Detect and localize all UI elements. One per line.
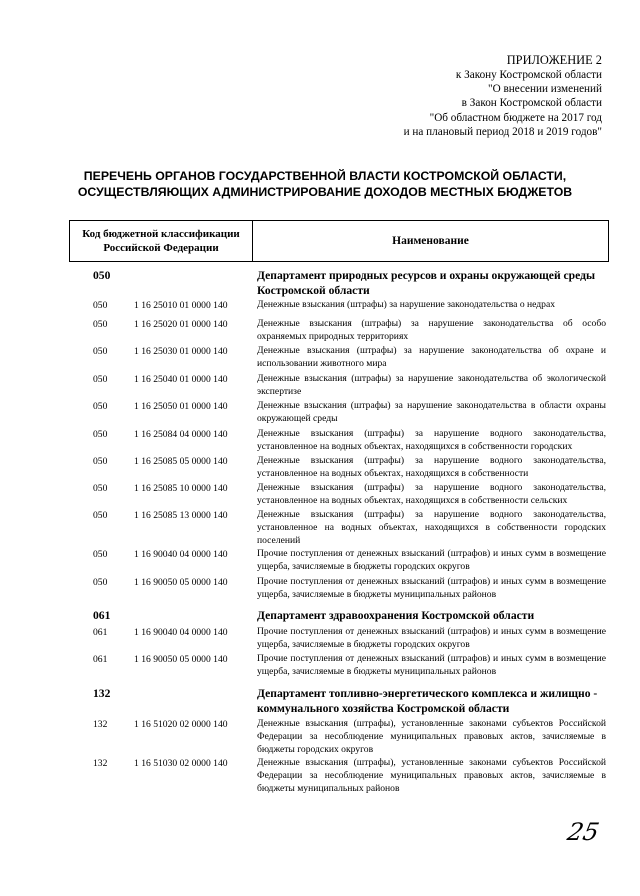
revenue-description: Денежные взыскания (штрафы) за нарушение законодательства в области охраны окружающей среды [257,400,606,424]
admin-code: 050 [93,401,108,412]
admin-code: 050 [93,346,108,357]
revenue-description: Денежные взыскания (штрафы) за нарушение законодательства об охране и использовании животного мира [257,345,606,369]
admin-code: 050 [93,300,108,311]
budget-code: 1 16 90050 05 0000 140 [134,577,228,588]
admin-code: 050 [93,510,108,521]
admin-code: 132 [93,687,111,700]
budget-code: 1 16 25085 13 0000 140 [134,510,228,521]
header-name-column: Наименование [392,235,469,247]
revenue-description: Денежные взыскания (штрафы) за нарушение законодательства о недрах [257,299,556,310]
admin-code: 132 [93,758,108,769]
budget-code: 1 16 25030 01 0000 140 [134,346,228,357]
budget-code: 1 16 25010 01 0000 140 [134,300,228,311]
budget-code: 1 16 25085 05 0000 140 [134,456,228,467]
budget-code: 1 16 25085 10 0000 140 [134,483,228,494]
revenue-description: Денежные взыскания (штрафы) за нарушение законодательства об особо охраняемых природных территориях [257,318,606,342]
admin-code: 050 [93,319,108,330]
appendix-line: и на плановый период 2018 и 2019 годов" [403,125,602,138]
budget-code: 1 16 51030 02 0000 140 [134,758,228,769]
appendix-line: "Об областном бюджете на 2017 год [429,111,602,124]
revenue-description: Прочие поступления от денежных взысканий (штрафов) и иных сумм в возмещение ущерба, зачисляемые в бюджеты городских округов [257,548,606,572]
department-name: Департамент природных ресурсов и охраны окружающей среды Костромской области [257,269,596,297]
admin-code: 050 [93,577,108,588]
admin-code: 050 [93,456,108,467]
department-name: Департамент топливно-энергетического комплекса и жилищно - коммунального хозяйства Костромской области [257,687,598,715]
revenue-description: Денежные взыскания (штрафы), установленные законами субъектов Российской Федерации за несоблюдение муниципальных правовых актов, зачисляемые в бюджеты городских округов [257,718,606,755]
admin-code: 061 [93,627,108,638]
revenue-description: Прочие поступления от денежных взысканий (штрафов) и иных сумм в возмещение ущерба, зачисляемые в бюджеты муниципальных районов [257,576,606,600]
revenue-description: Денежные взыскания (штрафы) за нарушение водного законодательства, установленное на водных объектах, находящихся в собственности городских [257,428,606,452]
budget-code: 1 16 90050 05 0000 140 [134,654,228,665]
department-name: Департамент здравоохранения Костромской области [257,609,535,622]
header-code-line: Российской Федерации [103,242,219,254]
admin-code: 050 [93,374,108,385]
appendix-line: ПРИЛОЖЕНИЕ 2 [506,53,602,67]
revenue-description: Денежные взыскания (штрафы) за нарушение водного законодательства, установленное на водных объектах, находящихся в собственности сельских [257,482,606,506]
budget-code: 1 16 51020 02 0000 140 [134,719,228,730]
admin-code: 061 [93,654,108,665]
admin-code: 132 [93,719,108,730]
revenue-description: Прочие поступления от денежных взысканий (штрафов) и иных сумм в возмещение ущерба, зачисляемые в бюджеты городских округов [257,626,606,650]
revenue-description: Прочие поступления от денежных взысканий (штрафов) и иных сумм в возмещение ущерба, зачисляемые в бюджеты муниципальных районов [257,653,606,677]
budget-code: 1 16 25020 01 0000 140 [134,319,228,330]
title-line: ОСУЩЕСТВЛЯЮЩИХ АДМИНИСТРИРОВАНИЕ ДОХОДОВ МЕСТНЫХ БЮДЖЕТОВ [77,185,573,199]
budget-code: 1 16 25040 01 0000 140 [134,374,228,385]
revenue-description: Денежные взыскания (штрафы) за нарушение водного законодательства, установленное на водных объектах, находящихся в собственности [257,455,606,479]
revenue-description: Денежные взыскания (штрафы) за нарушение водного законодательства, установленное на водных объектах, находящихся в собственности городских поселений [257,509,606,546]
appendix-line: "О внесении изменений [488,83,602,96]
admin-code: 050 [93,483,108,494]
admin-code: 061 [93,609,111,622]
admin-code: 050 [93,549,108,560]
budget-code: 1 16 25050 01 0000 140 [134,401,228,412]
appendix-line: в Закон Костромской области [461,97,602,110]
budget-code: 1 16 25084 04 0000 140 [134,429,228,440]
page-number: 25 [565,818,602,846]
budget-code: 1 16 90040 04 0000 140 [134,549,228,560]
admin-code: 050 [93,269,111,282]
title-line: ПЕРЕЧЕНЬ ОРГАНОВ ГОСУДАРСТВЕННОЙ ВЛАСТИ КОСТРОМСКОЙ ОБЛАСТИ, [83,169,567,183]
budget-code: 1 16 90040 04 0000 140 [134,627,228,638]
revenue-description: Денежные взыскания (штрафы), установленные законами субъектов Российской Федерации за несоблюдение муниципальных правовых актов, зачисляемые в бюджеты муниципальных районов [257,757,606,794]
header-code-line: Код бюджетной классификации [82,228,240,240]
admin-code: 050 [93,429,108,440]
appendix-line: к Закону Костромской области [455,69,602,81]
revenue-description: Денежные взыскания (штрафы) за нарушение законодательства об экологической экспертизе [257,373,606,397]
